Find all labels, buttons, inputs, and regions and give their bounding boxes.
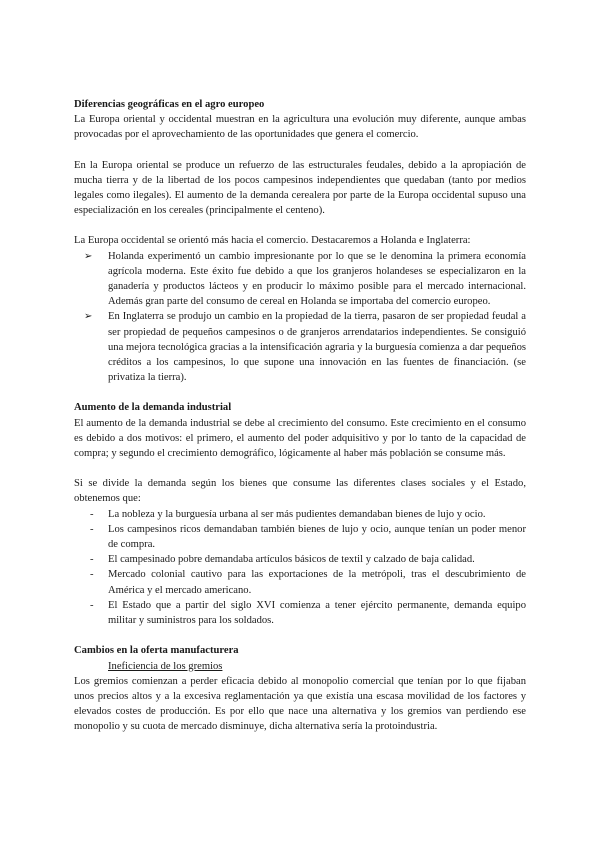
dash-bullet-icon: - — [90, 508, 94, 520]
paragraph: La Europa oriental y occidental muestran en la agricultura una evolución muy diferente, aunque ambas provocadas por el aprovechamiento de las oportunidades que genera el comercio. — [74, 114, 526, 141]
list-item — [74, 249, 526, 310]
arrow-bullet-icon: ➢ — [84, 250, 93, 262]
paragraph: El aumento de la demanda industrial se debe al crecimiento del consumo. Este crecimiento en el consumo es debido a dos motivos: el primero, el aumento del poder adquisitivo y por lo tanto de la capacidad de compra; y segundo el crecimiento demográfico, lógicamente al haber más población se consume más. — [74, 417, 526, 460]
paragraph: En la Europa oriental se produce un refuerzo de las estructurales feudales, debido a la apropiación de mucha tierra y de la libertad de los pocos campesinos independientes que quedaban (tanto por medios legales como ilegales). El aumento de la demanda cerealera por parte de la Europa occidental supuso una especialización en los cereales (principalmente el centeno). — [74, 159, 526, 217]
list-item-text: Los campesinos ricos demandaban también bienes de lujo y ocio, aunque tenían un poder menor de compra. — [108, 523, 526, 551]
dash-bullet-icon: - — [90, 599, 94, 611]
section-heading-agro: Diferencias geográficas en el agro europeo — [74, 99, 265, 110]
dash-bullet-icon: - — [90, 569, 94, 581]
list-item-text: Mercado colonial cautivo para las exportaciones de la metrópoli, tras el descubrimiento de América y el mercado americano. — [108, 569, 526, 596]
list-item-text: El Estado que a partir del siglo XVI comienza a tener ejército permanente, demanda equipo militar y suministros para los soldados. — [108, 599, 526, 627]
dash-bullet-icon: - — [90, 523, 94, 535]
list-item — [74, 552, 526, 567]
section-heading-demanda: Aumento de la demanda industrial — [74, 402, 232, 414]
paragraph: La Europa occidental se orientó más hacia el comercio. Destacaremos a Holanda e Inglaterra: — [74, 235, 471, 247]
list-item — [74, 598, 526, 628]
section-heading-oferta: Cambios en la oferta manufacturera — [74, 645, 239, 657]
arrow-list — [74, 249, 526, 386]
dash-list — [74, 507, 526, 629]
list-item-text: Holanda experimentó un cambio impresionante por lo que se le denomina la primera economía agrícola moderna. Este éxito fue debido a que los granjeros holandeses se especializaron en la ganadería y productos lácteos y en producir lo máximo posible para el mercado internacional. Además gran parte del consumo de cereal en Holanda se importaba del comercio europeo. — [108, 250, 526, 308]
arrow-bullet-icon: ➢ — [84, 311, 93, 323]
list-item — [74, 309, 526, 385]
paragraph: Los gremios comienzan a perder eficacia debido al monopolio comercial que tenían por lo que fijaban unos precios altos y a la excesiva reglamentación ya que existía una escasa movilidad de los factores y elevados costes de producción. Es por ello que nace una alternativa y los gremios van perdiendo ese monopolio y su cuota de mercado disminuye, dicha alternativa sería la protoindustria. — [74, 675, 526, 733]
subsection-heading: Ineficiencia de los gremios — [108, 660, 223, 672]
list-item-text: En Inglaterra se produjo un cambio en la propiedad de la tierra, pasaron de ser propiedad feudal a ser propiedad de pequeños campesinos o de granjeros arrendatarios independientes. Se consiguió una mejora tecnológica gracias a la intensificación agraria y la burguesía comienza a dar pequeños créditos a los campesinos, lo que supone una innovación en las fuentes de financiación. (se privatiza la tierra). — [108, 311, 526, 384]
list-item — [74, 567, 526, 597]
paragraph: Si se divide la demanda según los bienes que consume las diferentes clases sociales y el Estado, obtenemos que: — [74, 478, 526, 505]
list-item-text: El campesinado pobre demandaba artículos básicos de textil y calzado de baja calidad. — [108, 554, 475, 566]
dash-bullet-icon: - — [90, 554, 94, 566]
list-item-text: La nobleza y la burguesía urbana al ser más pudientes demandaban bienes de lujo y ocio. — [108, 508, 486, 520]
list-item — [74, 522, 526, 552]
list-item — [74, 507, 526, 522]
